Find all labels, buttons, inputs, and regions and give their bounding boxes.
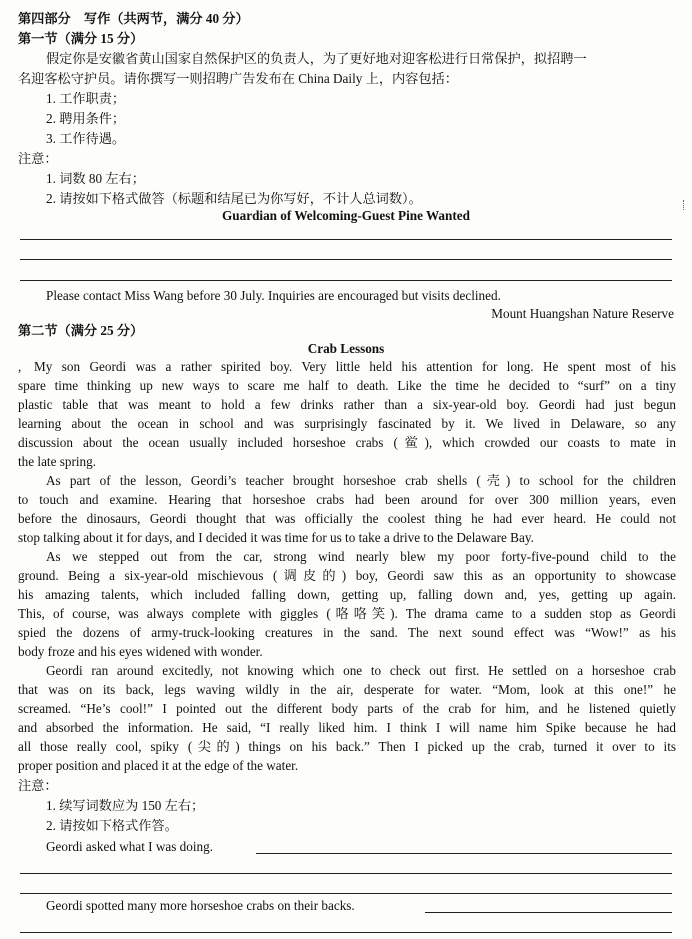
story-line: spare time thinking up new ways to scare me half to death. Like the time he decided to “surf” on a tiny bbox=[18, 378, 676, 393]
story-line: and absorbed the information. He said, “I really liked him. I think I will name him Spike because he had bbox=[18, 720, 676, 735]
part4-heading: 第四部分 写作（共两节，满分 40 分） bbox=[18, 11, 249, 26]
story-line: all those really cool, spiky (尖的) things on his back.” Then I picked up the crab, turned it over to its bbox=[18, 739, 676, 754]
answer-line bbox=[20, 239, 672, 240]
answer-line bbox=[20, 280, 672, 281]
answer-line bbox=[425, 912, 672, 913]
story-line: his amazing talents, which included falling down, getting up, falling down and, yes, getting up again. bbox=[18, 587, 676, 602]
story-line: plastic table that was meant to hold a few drinks rather than a six-year-old boy. Geordi had just begun bbox=[18, 397, 676, 412]
story-line: My son Geordi was a rather spirited boy. Very little held his attention for long. He spent most of his bbox=[34, 359, 676, 374]
story-line: stop talking about it for days, and I decided it was time for us to take a drive to the Delaware Bay. bbox=[18, 530, 534, 545]
note-label: 注意： bbox=[18, 778, 58, 793]
story-line: body froze and his eyes widened with wonder. bbox=[18, 644, 263, 659]
answer-line bbox=[20, 893, 672, 894]
note-item: 1. 续写词数应为 150 左右； bbox=[46, 798, 205, 813]
story-line: As part of the lesson, Geordi’s teacher brought horseshoe crab shells (壳) to school for the children bbox=[46, 473, 676, 488]
section1-prompt-line1: 假定你是安徽省黄山国家自然保护区的负责人，为了更好地对迎客松进行日常保护，拟招聘一 bbox=[46, 51, 587, 66]
requirement-item: 3. 工作待遇。 bbox=[46, 131, 126, 146]
story-line: the late spring. bbox=[18, 454, 97, 469]
note-item: 1. 词数 80 左右； bbox=[46, 171, 145, 186]
story-line: before the dinosaurs, Geordi thought that was officially the coolest thing he had ever heard. He could not bbox=[18, 511, 676, 526]
answer-line bbox=[256, 853, 672, 854]
note-item: 2. 请按如下格式作答。 bbox=[46, 818, 178, 833]
story-line: proper position and placed it at the edge of the water. bbox=[18, 758, 299, 773]
requirement-item: 1. 工作职责； bbox=[46, 91, 126, 106]
story-line: to touch and examine. Hearing that horseshoe crabs had been around for over 300 million years, even bbox=[18, 492, 676, 507]
margin-mark bbox=[683, 200, 688, 210]
requirement-item: 2. 聘用条件； bbox=[46, 111, 126, 126]
answer-line bbox=[20, 259, 672, 260]
ad-closing: Please contact Miss Wang before 30 July. Inquiries are encouraged but visits declined. bbox=[46, 288, 501, 303]
story-line: spied the dozens of army-truck-looking creatures in the sand. The next sound effect was “Wow!” as his bbox=[18, 625, 676, 640]
ad-title: Guardian of Welcoming-Guest Pine Wanted bbox=[222, 208, 470, 223]
story-line: that was on its back, legs waving wildly in the air, desperate for water. “Mom, look at this one!” he bbox=[18, 682, 676, 697]
note-label: 注意： bbox=[18, 151, 58, 166]
story-line: learning about the ocean in school and was surprisingly fascinated by it. We lived in Delaware, so any bbox=[18, 416, 676, 431]
para2-opening: Geordi spotted many more horseshoe crabs on their backs. bbox=[46, 898, 355, 913]
story-line: This, of course, was always complete with giggles (咯咯笑). The drama came to a sudden stop as Geordi bbox=[18, 606, 676, 621]
story-line: screamed. “He’s cool!” I pointed out the different body parts of the crab for him, and he listened quietly bbox=[18, 701, 676, 716]
note-item: 2. 请按如下格式做答（标题和结尾已为你写好，不计人总词数）。 bbox=[46, 191, 422, 206]
section1-heading: 第一节（满分 15 分） bbox=[18, 31, 144, 46]
story-line: ground. Being a six-year-old mischievous (调皮的) boy, Geordi saw this as an opportunity to showcase bbox=[18, 568, 676, 583]
story-line: discussion about the ocean usually included horseshoe crabs (鲎), which crowded our coasts to mate in bbox=[18, 435, 676, 450]
story-line: As we stepped out from the car, strong wind nearly blew my poor forty-five-pound child to the bbox=[46, 549, 676, 564]
exam-page: 第四部分 写作（共两节，满分 40 分） 第一节（满分 15 分） 假定你是安徽省黄山国家自然保护区的负责人，为了更好地对迎客松进行日常保护，拟招聘一 名迎客松守护员。请你撰写一则招聘广告发布在 China Daily 上，内容包括： 1. 工作职责； 2. 聘用条件； 3. 工作待遇。 注意： 1. 词数 80 左右； 2. 请按如下格式做答（标题和结尾已为你写好，不计人总词数）。 Guardian of Welcoming-Guest Pine Wanted Please contact Miss Wang before 30 July. Inquiries are encouraged but visits declined. Mount Huangshan Nature Reserve 第二节（满分 25 分） Crab Lessons , My son Geordi was a rather spirited boy. Very little held his attention for long. He spent most of his spare time thinking up new ways to scare me half to death. Like the time he decided to “surf” on a tiny plastic table that was meant to hold a few drinks rather than a six-year-old boy. Geordi had just begun learning about the ocean in school and was surprisingly fascinated by it. We lived in Delaware, so any discussion about the ocean usually included horseshoe crabs (鲎), which crowded our coasts to mate in the late spring. As part of the lesson, Geordi’s teacher brought horseshoe crab shells (壳) to school for the children to touch and examine. Hearing that horseshoe crabs had been around for over 300 million years, even before the dinosaurs, Geordi thought that was officially the coolest thing he had ever heard. He could not stop talking about it for days, and I decided it was time for us to take a drive to the Delaware Bay. As we stepped out from the car, strong wind nearly blew my poor forty-five-pound child to the ground. Being a six-year-old mischievous (调皮的) boy, Geordi saw this as an opportunity to showcase his amazing talents, which included falling down, getting up, falling down and, yes, getting up again. This, of course, was always complete with giggles (咯咯笑). The drama came to a sudden stop as Geordi spied the dozens of army-truck-looking creatures in the sand. The next sound effect was “Wow!” as his body froze and his eyes widened with wonder. Geordi ran around excitedly, not knowing which one to check out first. He settled on a horseshoe crab that was on its back, legs waving wildly in the air, desperate for water. “Mom, look at this one!” he screamed. “He’s cool!” I pointed out the different body parts of the crab for him, and he listened quietly and absorbed the information. He said, “I really liked him. I think I will name him Spike because he had all those really cool, spiky (尖的) things on his back.” Then I picked up the crab, turned it over to its proper position and placed it at the edge of the water. 注意： 1. 续写词数应为 150 左右； 2. 请按如下格式作答。 Geordi asked what I was doing. Geordi spotted many more horseshoe crabs on their backs. bbox=[0, 0, 692, 939]
answer-line bbox=[20, 932, 672, 933]
para1-opening: Geordi asked what I was doing. bbox=[46, 839, 214, 854]
answer-line bbox=[20, 873, 672, 874]
story-line: Geordi ran around excitedly, not knowing which one to check out first. He settled on a horseshoe crab bbox=[46, 663, 676, 678]
section2-heading: 第二节（满分 25 分） bbox=[18, 323, 144, 338]
section1-prompt-line2: 名迎客松守护员。请你撰写一则招聘广告发布在 China Daily 上，内容包括： bbox=[18, 71, 458, 86]
story-title: Crab Lessons bbox=[307, 341, 385, 356]
ad-signature: Mount Huangshan Nature Reserve bbox=[491, 306, 674, 321]
